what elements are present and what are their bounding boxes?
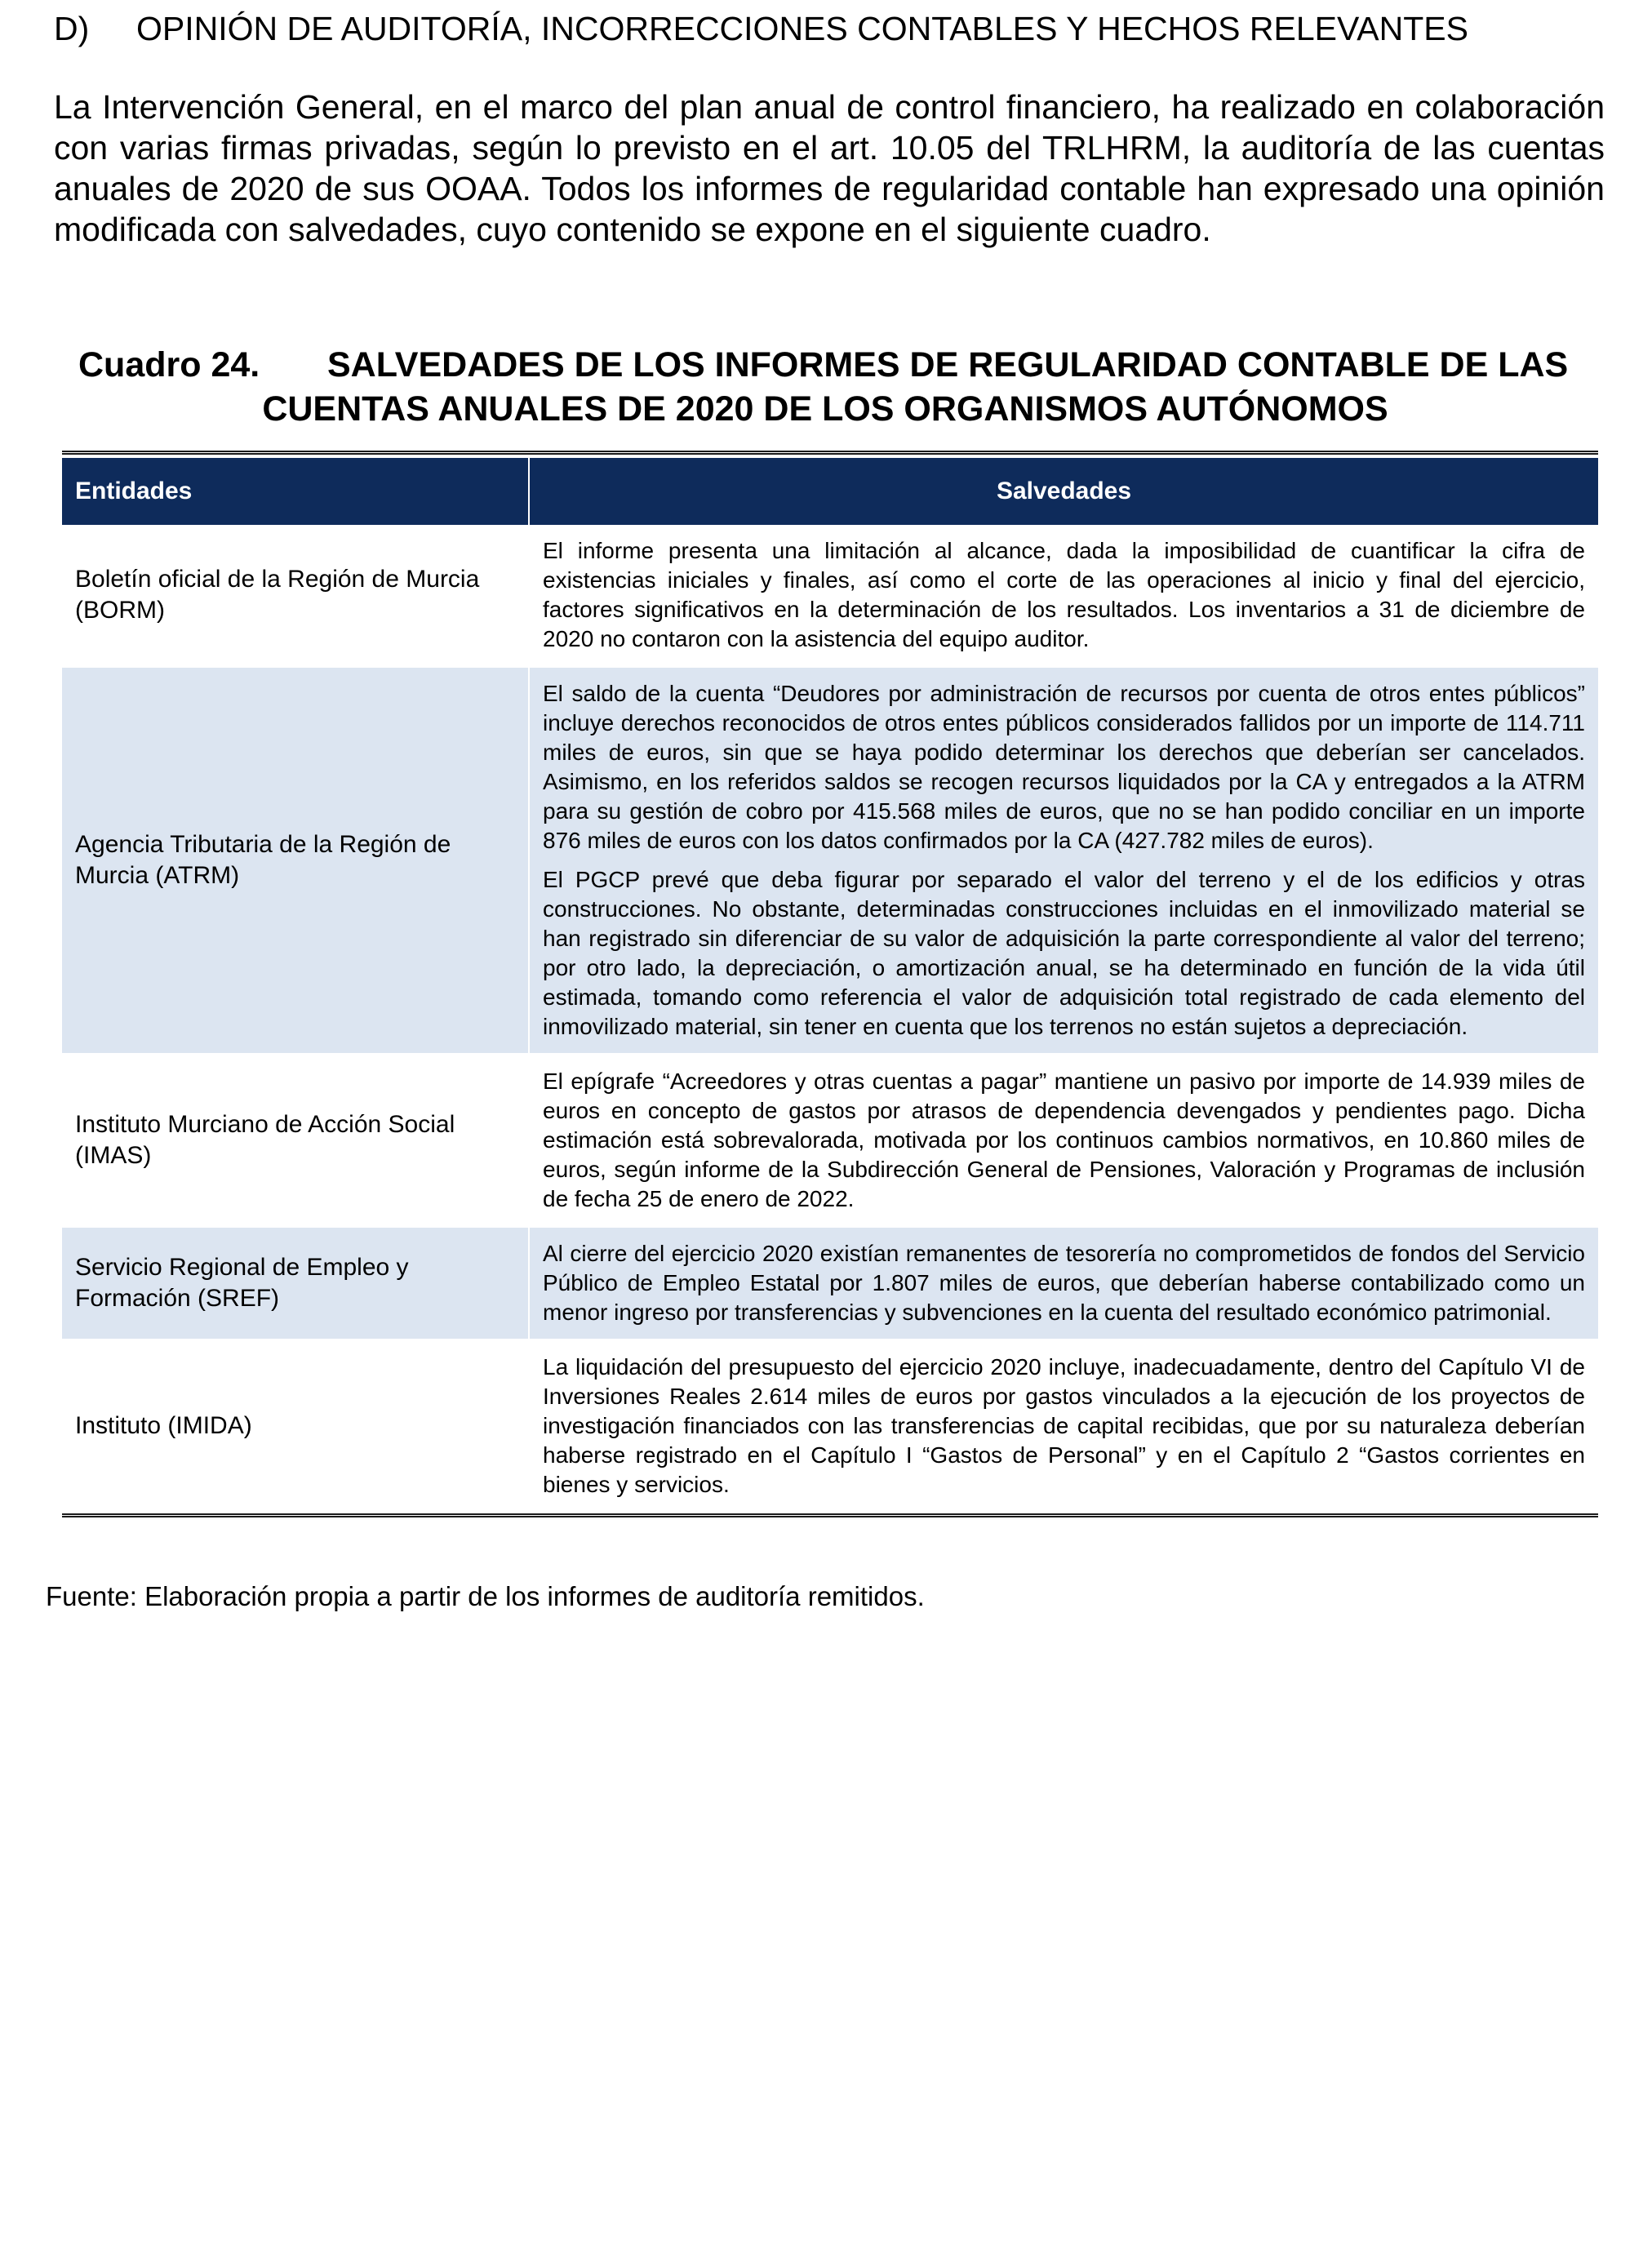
table-source-note: Fuente: Elaboración propia a partir de los informes de auditoría remitidos.: [46, 1581, 925, 1611]
table-caption-label: Cuadro 24.: [78, 345, 260, 384]
column-header-salvedades: Salvedades: [529, 458, 1598, 525]
salvedad-cell: [529, 1227, 1598, 1340]
salvedad-paragraph: Al cierre del ejercicio 2020 existían remanentes de tesorería no comprometidos de fondos del Servicio Público de Empleo Estatal por 1.807 miles de euros, que deberían haberse contabilizado como un menor ingreso por transferencias y subvenciones en la cuenta del resultado económico patrimonial.: [543, 1241, 1585, 1325]
salvedad-cell: [529, 1055, 1598, 1227]
entity-cell: Instituto Murciano de Acción Social (IMAS): [62, 1055, 529, 1227]
table-row: [62, 525, 1598, 667]
section-letter: D): [54, 10, 90, 47]
section-heading: [54, 5, 1468, 52]
section-title: OPINIÓN DE AUDITORÍA, INCORRECCIONES CONTABLES Y HECHOS RELEVANTES: [136, 10, 1468, 47]
salvedad-paragraph: El epígrafe “Acreedores y otras cuentas a pagar” mantiene un pasivo por importe de 14.939 miles de euros en concepto de gastos por atrasos de dependencia devengados y pendientes pago. Dicha estimación está sobrevalorada, motivada por los continuos cambios normativos, en 10.860 miles de euros, según informe de la Subdirección General de Pensiones, Valoración y Programas de inclusión de fecha 25 de enero de 2022.: [543, 1069, 1585, 1211]
salvedad-cell: [529, 667, 1598, 1055]
salvedad-paragraph: El informe presenta una limitación al alcance, dada la imposibilidad de cuantificar la cifra de existencias iniciales y finales, así como el corte de las operaciones al inicio y final del ejercicio, factores significativos en la determinación de los resultados. Los inventarios a 31 de diciembre de 2020 no contaron con la asistencia del equipo auditor.: [543, 538, 1585, 651]
salvedades-table-container: [62, 451, 1598, 1517]
entity-cell: Servicio Regional de Empleo y Formación (SREF): [62, 1227, 529, 1340]
table-row: [62, 1227, 1598, 1340]
salvedad-paragraph: La liquidación del presupuesto del ejercicio 2020 incluye, inadecuadamente, dentro del Capítulo VI de Inversiones Reales 2.614 miles de euros por gastos vinculados a la ejecución de los proyectos de investigación financiados con las transferencias de capital recibidas, que por su naturaleza deberían haberse registrado en el Capítulo I “Gastos de Personal” y en el Capítulo 2 “Gastos corrientes en bienes y servicios.: [543, 1354, 1585, 1497]
table-header-row: [62, 458, 1598, 525]
entity-cell: Boletín oficial de la Región de Murcia (BORM): [62, 525, 529, 667]
table-row: [62, 667, 1598, 1055]
entity-cell: Instituto (IMIDA): [62, 1340, 529, 1513]
salvedad-cell: [529, 525, 1598, 667]
table-caption: [78, 343, 1645, 431]
entity-cell: Agencia Tributaria de la Región de Murcia (ATRM): [62, 667, 529, 1055]
intro-paragraph: La Intervención General, en el marco del plan anual de control financiero, ha realizado en colaboración con varias firmas privadas, según lo previsto en el art. 10.05 del TRLHRM, la auditoría de las cuentas anuales de 2020 de sus OOAA. Todos los informes de regularidad contable han expresado una opinión modificada con salvedades, cuyo contenido se expone en el siguiente cuadro.: [54, 88, 1605, 248]
salvedad-cell: [529, 1340, 1598, 1513]
table-row: [62, 1340, 1598, 1513]
salvedad-paragraph: El saldo de la cuenta “Deudores por administración de recursos por cuenta de otros entes públicos” incluye derechos reconocidos de otros entes públicos considerados fallidos por un importe de 114.711 miles de euros, sin que se haya podido determinar los derechos que deberían ser cancelados. Asimismo, en los referidos saldos se recogen recursos liquidados por la CA y entregados a la ATRM para su gestión de cobro por 415.568 miles de euros, que no se han podido conciliar en un importe 876 miles de euros con los datos confirmados por la CA (427.782 miles de euros).: [543, 681, 1585, 853]
table-caption-title-line2: CUENTAS ANUALES DE 2020 DE LOS ORGANISMOS AUTÓNOMOS: [262, 389, 1388, 429]
column-header-entidades: Entidades: [62, 458, 529, 525]
salvedades-table: [62, 458, 1598, 1513]
table-caption-title-line1: SALVEDADES DE LOS INFORMES DE REGULARIDAD CONTABLE DE LAS: [327, 345, 1569, 384]
salvedad-paragraph: El PGCP prevé que deba figurar por separado el valor del terreno y el de los edificios y otras construcciones. No obstante, determinadas construcciones incluidas en el inmovilizado material se han registrado sin diferenciar de su valor de adquisición la parte correspondiente al valor del terreno; por otro lado, la depreciación, o amortización anual, se ha determinado en función de la vida útil estimada, tomando como referencia el valor de adquisición total registrado de cada elemento del inmovilizado material, sin tener en cuenta que los terrenos no están sujetos a depreciación.: [543, 867, 1585, 1039]
table-row: [62, 1055, 1598, 1227]
